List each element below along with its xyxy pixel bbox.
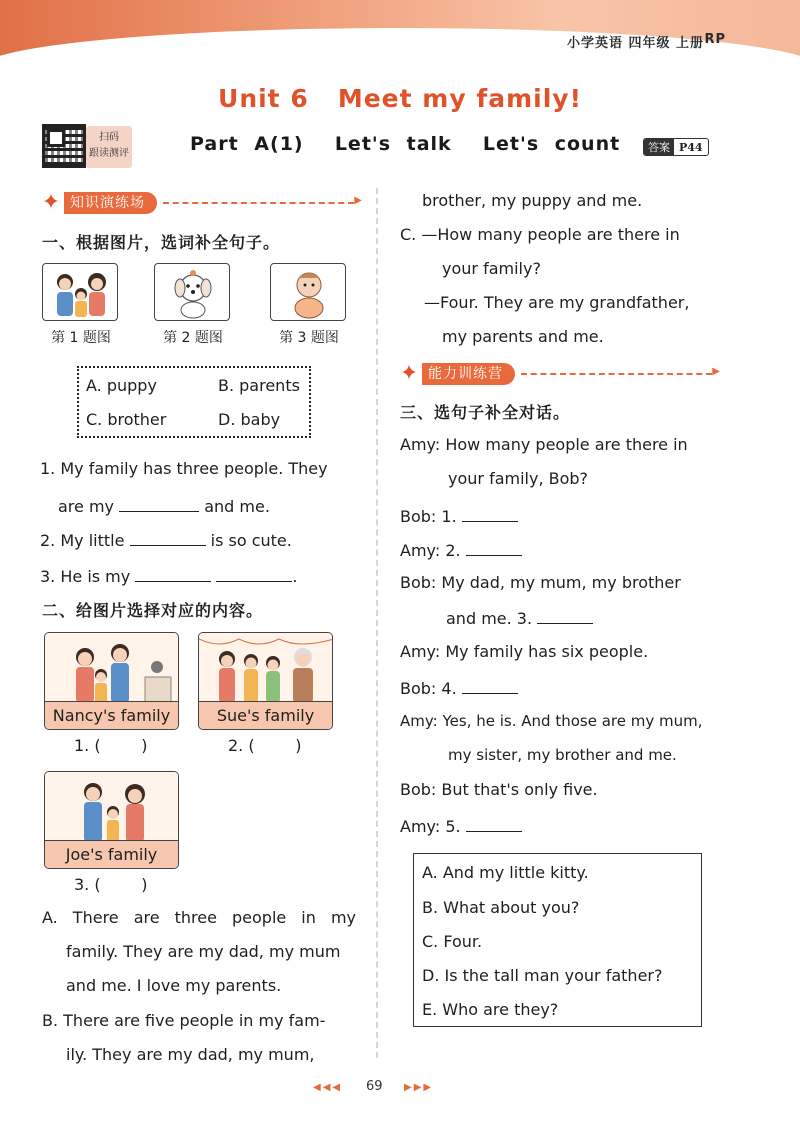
figure-3-image (270, 263, 346, 321)
choice-c-line-3: —Four. They are my grandfather, (424, 293, 690, 312)
speaker: Bob: (400, 573, 437, 592)
choice-c-line-1: C. —How many people are there in (400, 225, 680, 244)
sentence-1-line-1: 1. My family has three people. They (40, 459, 328, 478)
nancy-family-caption: Nancy's family (45, 701, 178, 729)
ribbon-label: 知识演练场 (64, 192, 157, 214)
figure-1-image (42, 263, 118, 321)
sentence-2-post: is so cute. (210, 531, 292, 550)
scan-tag[interactable] (86, 126, 132, 168)
picture-2-answer[interactable]: 2. ( ) (228, 736, 302, 755)
picture-3-answer[interactable]: 3. ( ) (74, 875, 148, 894)
figure-3-caption: 第 3 题图 (279, 330, 339, 346)
baby-icon (271, 264, 346, 321)
line: 4. (441, 679, 457, 698)
speaker: Amy: (400, 817, 441, 836)
line: Yes, he is. And those are my mum, (442, 712, 703, 730)
blank-2[interactable] (130, 528, 206, 546)
dialogue-line-1 (400, 434, 688, 456)
footer-left-arrows-icon: ◀◀◀ (313, 1082, 343, 1093)
line: How many people are there in (445, 435, 688, 454)
choice-c-line-4: my parents and me. (442, 327, 604, 346)
sue-family-caption: Sue's family (199, 701, 332, 729)
sentence-option-a: A. And my little kitty. (422, 863, 589, 882)
q2-heading: 二、给图片选择对应的内容。 (42, 601, 264, 620)
sentence-3-post: . (292, 567, 298, 586)
q1-heading: 一、根据图片，选词补全句子。 (42, 233, 281, 252)
answer-label: 答案 (644, 139, 674, 155)
speaker: Amy: (400, 642, 441, 661)
answer-reference (643, 138, 709, 156)
dialogue-line-4 (400, 572, 681, 594)
choice-a-line-2: family. They are my dad, my mum (66, 942, 341, 961)
dialogue-line-8 (400, 779, 598, 801)
puppy-icon (155, 264, 230, 321)
speaker: Amy: (400, 712, 438, 730)
sentence-option-b: B. What about you? (422, 898, 580, 917)
qr-code-icon[interactable] (42, 124, 86, 168)
dialogue-line-2 (400, 504, 518, 528)
line: 2. (445, 541, 461, 560)
section-ribbon-practice (38, 190, 354, 216)
dialogue-line-9 (400, 814, 522, 838)
unit-title: Unit 6 Meet my family! (218, 84, 582, 113)
series-rp: RP (704, 32, 726, 47)
dialogue-blank-5[interactable] (466, 814, 522, 832)
figure-2-image (154, 263, 230, 321)
sentence-option-e: E. Who are they? (422, 1000, 559, 1019)
dialogue-line-7b: my sister, my brother and me. (448, 746, 677, 764)
sentence-2-pre: 2. My little (40, 531, 125, 550)
ribbon-label: 能力训练营 (422, 363, 515, 385)
blank-1[interactable] (119, 494, 199, 512)
part-title: Part A(1) Let's talk Let's count (190, 133, 621, 155)
option-a: A. puppy (86, 376, 157, 395)
section-ribbon-training (396, 361, 712, 387)
line: 5. (445, 817, 461, 836)
figure-2-caption: 第 2 题图 (163, 330, 223, 346)
choice-a-line-1: A. There are three people in my (42, 908, 356, 927)
joe-family-picture (44, 771, 179, 869)
line: My dad, my mum, my brother (441, 573, 681, 592)
family-three-icon (43, 264, 118, 321)
sentence-1-line-2 (58, 494, 270, 518)
speaker: Bob: (400, 507, 437, 526)
dialogue-line-1b: your family, Bob? (448, 469, 589, 488)
choice-a-line-3: and me. I love my parents. (66, 976, 282, 995)
joe-family-icon (45, 772, 179, 842)
answer-page: P44 (679, 140, 703, 154)
sue-family-picture (198, 632, 333, 730)
dialogue-blank-1[interactable] (462, 504, 518, 522)
speaker: Amy: (400, 541, 441, 560)
nancy-family-picture (44, 632, 179, 730)
line: But that's only five. (441, 780, 598, 799)
dialogue-blank-2[interactable] (466, 538, 522, 556)
blank-3a[interactable] (135, 564, 211, 582)
choice-b-line-1: B. There are five people in my fam- (42, 1011, 326, 1030)
star-icon: ✦ (41, 190, 61, 215)
column-divider (376, 188, 378, 1058)
ribbon-dash (521, 373, 712, 375)
speaker: Bob: (400, 679, 437, 698)
choice-b-line-3: brother, my puppy and me. (422, 191, 643, 210)
joe-family-caption: Joe's family (45, 840, 178, 868)
scan-tag-line1: 扫码 (99, 132, 119, 143)
speaker: Bob: (400, 780, 437, 799)
choice-c-line-2: your family? (442, 259, 541, 278)
sentence-1-pre: are my (58, 497, 115, 516)
sentence-2 (40, 528, 292, 552)
ribbon-dash (163, 202, 354, 204)
sentence-3-pre: 3. He is my (40, 567, 131, 586)
figure-1-caption: 第 1 题图 (51, 330, 111, 346)
line: 1. (441, 507, 457, 526)
dialogue-line-5 (400, 641, 648, 663)
scan-tag-line2: 跟读测评 (89, 148, 129, 159)
line: My family has six people. (445, 642, 649, 661)
sentence-1-post: and me. (204, 497, 270, 516)
dialogue-line-7 (400, 710, 703, 732)
footer-right-arrows-icon: ▶▶▶ (404, 1082, 434, 1093)
blank-3b[interactable] (216, 564, 292, 582)
option-c: C. brother (86, 410, 167, 429)
speaker: Amy: (400, 435, 441, 454)
sentence-3 (40, 564, 298, 588)
sentence-option-c: C. Four. (422, 932, 483, 951)
dialogue-line-3 (400, 538, 522, 562)
option-d: D. baby (218, 410, 281, 429)
page-number: 69 (366, 1079, 383, 1094)
dialogue-line-4b (446, 606, 593, 630)
q3-heading: 三、选句子补全对话。 (400, 403, 571, 422)
dialogue-line-6 (400, 676, 518, 700)
sue-family-icon (199, 633, 333, 703)
choice-b-line-2: ily. They are my dad, my mum, (66, 1045, 315, 1064)
option-b: B. parents (218, 376, 300, 395)
line: and me. 3. (446, 609, 533, 628)
picture-1-answer[interactable]: 1. ( ) (74, 736, 148, 755)
sentence-option-d: D. Is the tall man your father? (422, 966, 663, 985)
series-label: 小学英语 四年级 上册 (566, 36, 704, 51)
dialogue-blank-4[interactable] (462, 676, 518, 694)
nancy-family-icon (45, 633, 179, 703)
dialogue-blank-3[interactable] (537, 606, 593, 624)
star-icon: ✦ (399, 361, 419, 386)
